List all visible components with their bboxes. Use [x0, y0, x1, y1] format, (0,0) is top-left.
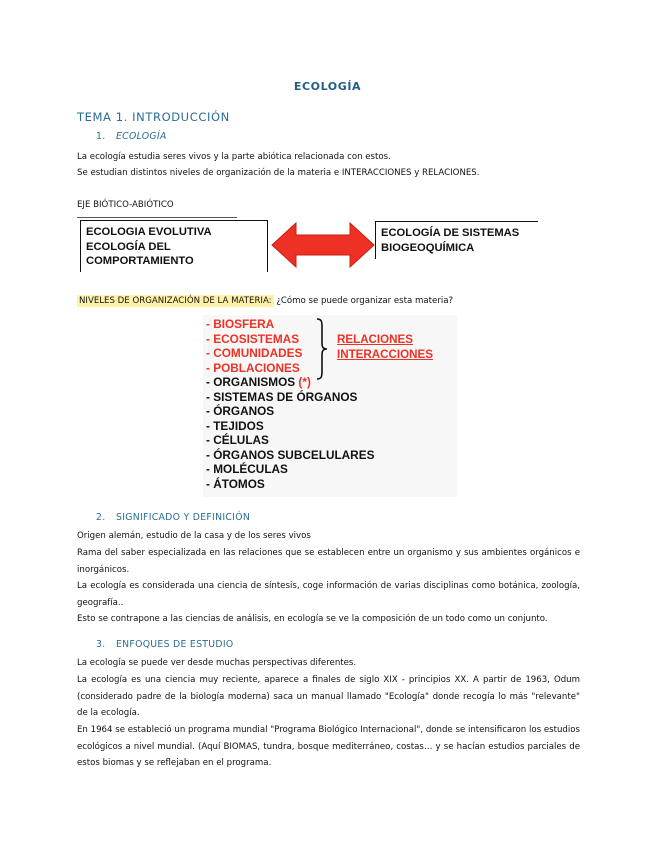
box-line: COMPORTAMIENTO	[86, 255, 194, 267]
section-number: 2.	[96, 512, 106, 523]
level-tejidos: - TEJIDOS	[206, 418, 264, 433]
ecologia-evolutiva-box	[80, 220, 268, 272]
niveles-highlight: NIVELES DE ORGANIZACIÓN DE LA MATERIA:	[79, 296, 272, 306]
niveles-line	[77, 296, 453, 306]
niveles-question: ¿Cómo se puede organizar esta materia?	[276, 296, 454, 306]
significado-paragraph-1: Origen alemán, estudio de la casa y de los seres vivos	[77, 531, 311, 541]
level-organos: - ÓRGANOS	[206, 404, 275, 418]
section-title: SIGNIFICADO Y DEFINICIÓN	[116, 512, 251, 523]
document-title: ECOLOGÍA	[293, 80, 362, 93]
tema-heading: TEMA 1. INTRODUCCIÓN	[77, 110, 230, 124]
box-line: ECOLOGIA EVOLUTIVA	[86, 226, 212, 238]
section-number: 1.	[96, 131, 106, 142]
level-poblaciones: - POBLACIONES	[206, 360, 300, 375]
significado-paragraph-3: La ecología es considerada una ciencia de síntesis, coge información de varias disciplinas como botánica, zoología, geografía..	[77, 581, 580, 608]
level-comunidades: - COMUNIDADES	[206, 346, 303, 360]
section-title: ECOLOGÍA	[116, 131, 167, 142]
section-3-heading	[96, 639, 234, 650]
level-sistemas-organos: - SISTEMAS DE ÓRGANOS	[206, 389, 358, 404]
organismos-mark: (*)	[298, 375, 311, 389]
level-biosfera: - BIOSFERA	[206, 317, 275, 331]
section-2-heading	[96, 512, 250, 523]
intro-paragraph-1: La ecología estudia seres vivos y la parte abiótica relacionada con estos.	[77, 152, 391, 162]
eje-underline	[77, 217, 237, 218]
level-ecosistemas: - ECOSISTEMAS	[206, 331, 300, 346]
double-arrow-icon	[270, 221, 376, 269]
significado-paragraph-4: Esto se contrapone a las ciencias de análisis, en ecología se ve la composición de un todo como un conjunto.	[77, 614, 548, 624]
enfoques-paragraph-3: En 1964 se estableció un programa mundial "Programa Biológico Internacional", donde se intensificaron los estudios ecológicos a nivel mundial. (Aquí BIOMAS, tundra, bosque mediterráneo, costas… y se hacían estudios parciales de estos biomas y se reflejaban en el programa.	[77, 725, 580, 768]
significado-paragraph-2: Rama del saber especializada en las relaciones que se establecen entre un organismo y sus ambientes orgánicos e inorgánicos.	[77, 548, 580, 575]
section-number: 3.	[96, 639, 106, 650]
enfoques-paragraph-1: La ecología se puede ver desde muchas perspectivas diferentes.	[77, 658, 357, 668]
box-line: ECOLOGÍA DEL	[86, 240, 171, 253]
section-1-heading	[96, 131, 167, 142]
section-title: ENFOQUES DE ESTUDIO	[116, 639, 234, 650]
ecologia-sistemas-box	[375, 221, 538, 259]
intro-paragraph-2: Se estudian distintos niveles de organización de la materia e INTERACCIONES y RELACIONES.	[77, 168, 480, 178]
organismos-label: - ORGANISMOS	[206, 375, 296, 389]
eje-label: EJE BIÓTICO-ABIÓTICO	[77, 200, 174, 210]
box-line: BIOGEOQUÍMICA	[381, 241, 475, 254]
enfoques-paragraph-2: La ecología es una ciencia muy reciente, aparece a finales de siglo XIX - principios XX. A partir de 1963, Odum (considerado padre de la biología moderna) saca un manual llamado "Ecología" donde recogía lo más "relevante" de la ecología.	[77, 675, 580, 718]
box-line: ECOLOGÍA DE SISTEMAS	[381, 227, 520, 239]
interacciones-label: INTERACCIONES	[337, 348, 433, 361]
right-brace-icon	[316, 318, 328, 380]
level-moleculas: - MOLÉCULAS	[206, 462, 288, 476]
level-celulas: - CÉLULAS	[206, 433, 269, 447]
levels-figure	[203, 315, 457, 497]
level-organos-subcelulares: - ÓRGANOS SUBCELULARES	[206, 447, 375, 462]
level-organismos	[206, 375, 311, 389]
relaciones-label: RELACIONES	[337, 333, 414, 346]
level-atomos: - ÁTOMOS	[206, 476, 265, 491]
